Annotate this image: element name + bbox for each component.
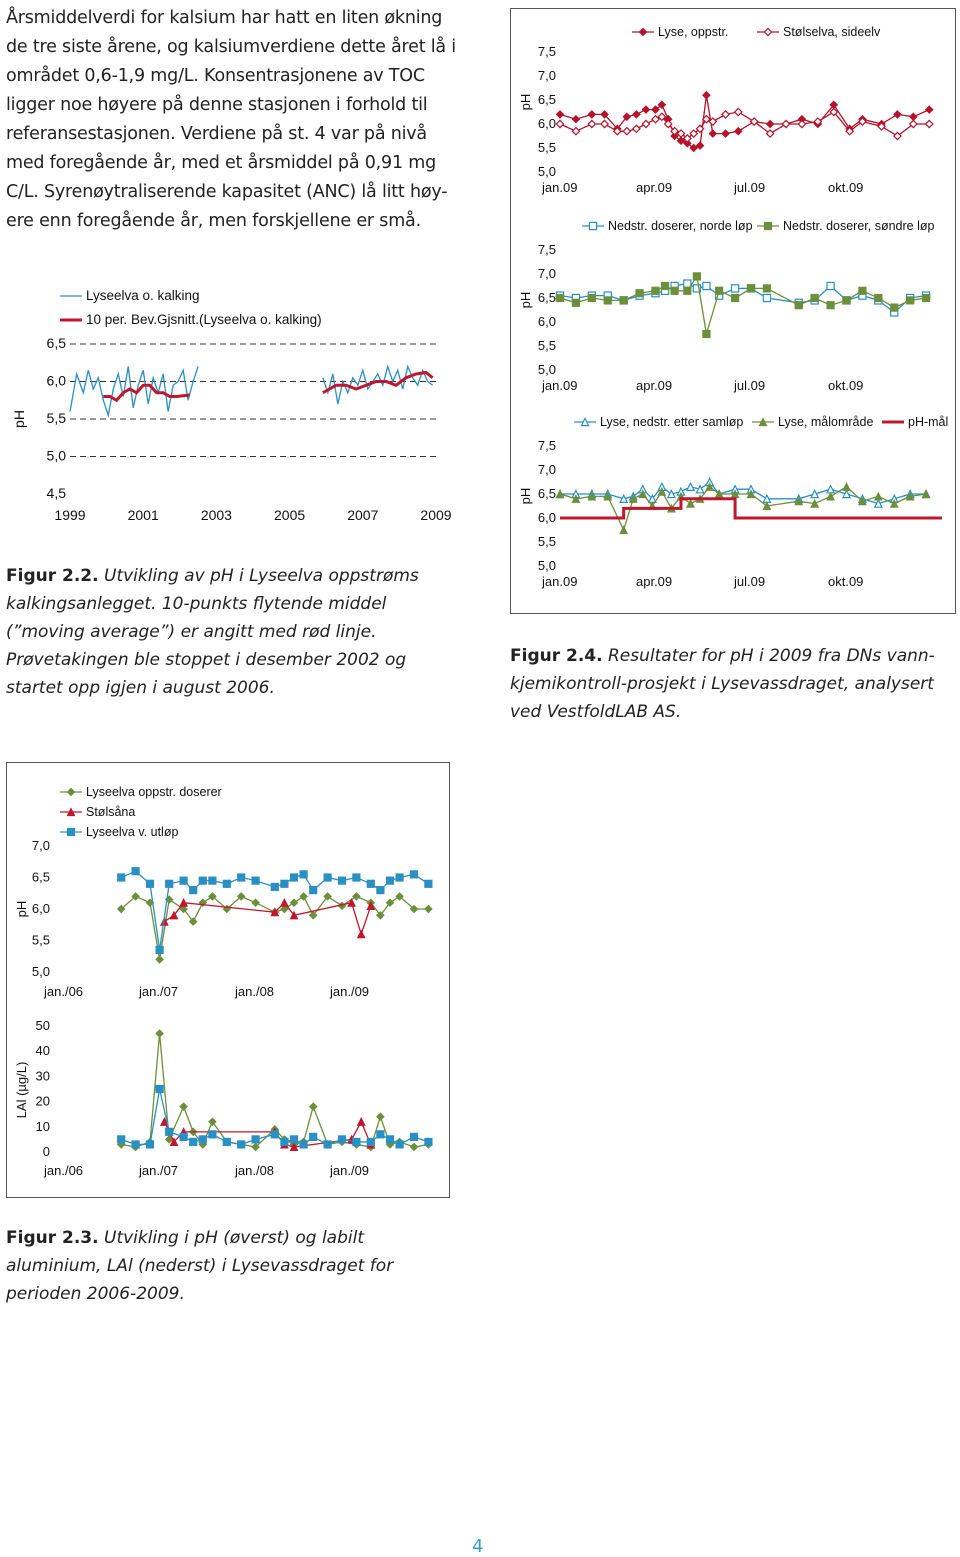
data-point	[556, 111, 563, 118]
data-point	[859, 287, 866, 294]
data-point	[238, 1141, 245, 1148]
data-point	[396, 874, 403, 881]
x-tick-label: 2007	[347, 507, 379, 523]
data-point	[811, 294, 818, 301]
figure-2-2	[8, 280, 452, 530]
x-tick-label: 1999	[54, 507, 86, 523]
y-tick-label: 5,0	[31, 964, 50, 979]
data-point	[156, 1085, 163, 1092]
data-point	[377, 1113, 384, 1120]
data-point	[166, 1128, 173, 1135]
figure-2-3-lal	[8, 1010, 448, 1190]
y-axis-label: LAl (µg/L)	[14, 1061, 29, 1119]
legend-label: Lyse, nedstr. etter samløp	[600, 415, 744, 429]
series-1	[556, 273, 929, 338]
x-tick-label: jan./09	[330, 984, 370, 999]
x-tick-label: apr.09	[636, 378, 673, 393]
data-point	[209, 1131, 216, 1138]
series-line	[560, 95, 929, 148]
x-tick-label: jan./07	[139, 1163, 179, 1178]
data-point	[709, 130, 716, 137]
data-point	[572, 116, 579, 123]
data-point	[875, 294, 882, 301]
data-point	[310, 887, 317, 894]
data-point	[556, 294, 563, 301]
x-tick-label: jul.09	[734, 180, 766, 195]
data-point	[132, 1141, 139, 1148]
x-tick-label: jan./08	[235, 1163, 275, 1178]
legend-label: Lyse, målområde	[778, 415, 874, 429]
y-tick-label: 6,5	[537, 92, 556, 107]
y-axis-label: pH	[518, 93, 533, 111]
legend-label: Stølsåna	[86, 805, 136, 819]
caption-text: Resultater for pH i 2009 fra DNs vann-kjemikontroll-prosjekt i Lysevassdraget, analysert ved VestfoldLAB AS.	[510, 646, 935, 722]
data-point	[601, 120, 608, 127]
series-line	[560, 284, 926, 313]
x-tick-label: jan.09	[542, 378, 578, 393]
x-tick-label: 2009	[420, 507, 452, 523]
series-line	[560, 112, 929, 138]
data-point	[425, 880, 432, 887]
data-point	[324, 1141, 331, 1148]
data-point	[386, 877, 393, 884]
data-point	[146, 1141, 153, 1148]
data-point	[156, 946, 163, 953]
data-point	[767, 120, 774, 127]
x-tick-label: jan./06	[44, 1163, 84, 1178]
data-point	[735, 128, 742, 135]
y-tick-label: 6,5	[537, 486, 556, 501]
data-point	[118, 1136, 125, 1143]
series-1	[556, 108, 932, 142]
data-point	[396, 1141, 403, 1148]
y-tick-label: 7,5	[537, 44, 556, 59]
figure-2-3-ph	[8, 774, 448, 1004]
data-point	[907, 297, 914, 304]
x-tick-label: jan./08	[235, 984, 275, 999]
data-point	[166, 880, 173, 887]
y-axis-label: pH	[518, 291, 533, 309]
data-point	[588, 294, 595, 301]
data-point	[891, 304, 898, 311]
data-point	[324, 874, 331, 881]
y-tick-label: 6,0	[46, 372, 66, 389]
series-line	[121, 896, 428, 959]
x-tick-label: 2005	[274, 507, 306, 523]
x-tick-label: jan.09	[542, 574, 578, 589]
data-point	[271, 883, 278, 890]
data-point	[199, 1136, 206, 1143]
data-point	[716, 287, 723, 294]
x-tick-label: okt.09	[828, 574, 864, 589]
data-point	[926, 106, 933, 113]
y-tick-label: 5,5	[537, 140, 556, 155]
data-point	[358, 1118, 365, 1125]
data-point	[353, 1138, 360, 1145]
data-point	[763, 294, 770, 301]
data-point	[875, 500, 882, 507]
caption-text: Utvikling av pH i Lyseelva oppstrøms kalkingsanlegget. 10-punkts flytende middel (”moving average”) er angitt med rød linje. Prøvetakingen ble stoppet i desember 2002 og startet opp igjen i august 2006.	[6, 566, 419, 698]
data-point	[763, 285, 770, 292]
data-point	[290, 874, 297, 881]
y-tick-label: 4,5	[46, 485, 66, 501]
data-point	[843, 490, 850, 497]
legend-marker	[589, 222, 596, 229]
data-point	[703, 330, 710, 337]
data-point	[281, 1138, 288, 1145]
figure-2-4a-chart	[512, 12, 952, 210]
figure-2-3-ph-chart	[8, 774, 448, 1004]
data-point	[190, 887, 197, 894]
data-point	[636, 290, 643, 297]
legend-label: Lyseelva o. kalking	[86, 288, 200, 303]
caption-label: Figur 2.2.	[6, 566, 99, 586]
x-tick-label: jan./06	[44, 984, 84, 999]
x-tick-label: jan./09	[330, 1163, 370, 1178]
data-point	[209, 877, 216, 884]
data-point	[281, 899, 288, 906]
data-point	[843, 297, 850, 304]
data-point	[731, 294, 738, 301]
figure-2-3-caption	[6, 1224, 458, 1308]
y-tick-label: 5,0	[537, 362, 556, 377]
y-tick-label: 6,0	[537, 116, 556, 131]
data-point	[367, 880, 374, 887]
data-point	[633, 125, 640, 132]
data-point	[843, 483, 850, 490]
legend-marker	[764, 28, 771, 35]
y-tick-label: 5,5	[31, 932, 50, 948]
data-point	[811, 490, 818, 497]
x-tick-label: okt.09	[828, 180, 864, 195]
data-point	[588, 111, 595, 118]
y-tick-label: 6,0	[537, 510, 556, 525]
series-1	[556, 483, 929, 533]
y-tick-label: 6,0	[31, 901, 50, 916]
data-point	[703, 282, 710, 289]
data-point	[410, 1143, 417, 1150]
x-tick-label: 2001	[127, 507, 159, 523]
data-point	[425, 905, 432, 912]
data-point	[300, 1141, 307, 1148]
legend-label: Nedstr. doserer, søndre løp	[783, 219, 935, 233]
data-point	[703, 92, 710, 99]
data-point	[588, 120, 595, 127]
data-point	[722, 130, 729, 137]
y-tick-label: 0	[42, 1144, 50, 1159]
figure-2-4b	[512, 210, 952, 408]
y-tick-label: 40	[35, 1043, 50, 1059]
y-tick-label: 5,5	[537, 338, 556, 353]
data-point	[572, 128, 579, 135]
data-point	[252, 877, 259, 884]
y-tick-label: 50	[35, 1018, 50, 1033]
data-point	[353, 893, 360, 900]
figure-2-4c-chart	[512, 406, 952, 604]
data-point	[410, 1133, 417, 1140]
x-tick-label: jul.09	[734, 378, 766, 393]
series-0	[118, 893, 432, 963]
data-point	[604, 297, 611, 304]
data-point	[367, 1138, 374, 1145]
data-point	[926, 120, 933, 127]
data-point	[156, 1030, 163, 1037]
series-0	[556, 478, 929, 507]
data-point	[310, 1133, 317, 1140]
y-tick-label: 5,5	[46, 410, 66, 426]
data-point	[281, 880, 288, 887]
y-tick-label: 6,0	[537, 314, 556, 329]
data-point	[747, 285, 754, 292]
data-point	[238, 874, 245, 881]
data-point	[652, 287, 659, 294]
x-tick-label: jan.09	[542, 180, 578, 195]
data-point	[118, 874, 125, 881]
y-axis-label: pH	[518, 487, 533, 505]
caption-label: Figur 2.4.	[510, 646, 603, 666]
data-point	[623, 128, 630, 135]
data-point	[290, 1136, 297, 1143]
data-point	[827, 282, 834, 289]
data-point	[620, 526, 627, 533]
y-tick-label: 6,5	[46, 335, 66, 351]
y-tick-label: 5,0	[537, 558, 556, 573]
series-0	[556, 280, 929, 316]
data-point	[620, 297, 627, 304]
y-tick-label: 7,0	[31, 838, 50, 853]
y-axis-label: pH	[11, 410, 27, 428]
figure-2-2-caption	[6, 562, 456, 702]
y-tick-label: 20	[35, 1093, 50, 1109]
y-tick-label: 7,0	[537, 68, 556, 83]
data-point	[310, 1103, 317, 1110]
y-tick-label: 5,5	[537, 534, 556, 549]
data-point	[910, 113, 917, 120]
figure-2-4c	[512, 406, 952, 604]
data-point	[798, 120, 805, 127]
x-tick-label: jan./07	[139, 984, 179, 999]
data-point	[252, 899, 259, 906]
data-point	[199, 877, 206, 884]
figure-2-4a	[512, 12, 952, 210]
x-tick-label: jul.09	[734, 574, 766, 589]
caption-text: Utvikling i pH (øverst) og labilt aluminium, LAl (nederst) i Lysevassdraget for perioden 2006-2009.	[6, 1228, 394, 1304]
series-line	[560, 482, 926, 504]
y-tick-label: 7,5	[537, 242, 556, 257]
data-point	[722, 111, 729, 118]
y-tick-label: 6,5	[537, 290, 556, 305]
legend-marker	[639, 28, 646, 35]
y-tick-label: 7,0	[537, 266, 556, 281]
data-point	[180, 1133, 187, 1140]
data-point	[894, 111, 901, 118]
data-point	[642, 106, 649, 113]
legend-label: 10 per. Bev.Gjsnitt.(Lyseelva o. kalking)	[86, 312, 322, 327]
legend-label: pH-mål	[908, 415, 949, 429]
data-point	[300, 893, 307, 900]
legend-label: Lyseelva oppstr. doserer	[86, 785, 222, 799]
data-point	[556, 120, 563, 127]
data-point	[338, 1136, 345, 1143]
page-number: 4	[472, 1536, 484, 1557]
data-point	[922, 294, 929, 301]
y-tick-label: 7,0	[537, 462, 556, 477]
data-point	[782, 120, 789, 127]
data-point	[827, 302, 834, 309]
series-line	[560, 276, 926, 334]
series-line	[560, 487, 926, 530]
data-point	[300, 871, 307, 878]
data-point	[358, 931, 365, 938]
y-axis-label: pH	[14, 900, 29, 918]
data-point	[290, 899, 297, 906]
y-tick-label: 5,0	[537, 164, 556, 179]
data-point	[633, 111, 640, 118]
data-point	[795, 302, 802, 309]
legend-marker	[67, 828, 74, 835]
data-point	[353, 874, 360, 881]
figure-2-2-chart	[8, 280, 452, 530]
data-point	[572, 299, 579, 306]
x-tick-label: apr.09	[636, 180, 673, 195]
y-tick-label: 10	[35, 1118, 50, 1134]
data-point	[875, 493, 882, 500]
data-point	[180, 1103, 187, 1110]
legend-label: Lyse, oppstr.	[658, 25, 729, 39]
data-point	[731, 285, 738, 292]
series-1	[103, 373, 432, 401]
figure-2-4b-chart	[512, 210, 952, 408]
data-point	[180, 877, 187, 884]
data-point	[693, 273, 700, 280]
y-tick-label: 7,5	[537, 438, 556, 453]
y-tick-label: 30	[35, 1068, 50, 1084]
x-tick-label: 2003	[200, 507, 232, 523]
data-point	[684, 287, 691, 294]
data-point	[425, 1138, 432, 1145]
legend-label: Stølselva, sideelv	[783, 25, 881, 39]
data-point	[661, 282, 668, 289]
intro-paragraph: Årsmiddelverdi for kalsium har hatt en liten økning de tre siste årene, og kalsiumverdiene dette året lå i området 0,6-1,9 mg/L. Konsentrasjonene av TOC ligger noe høyere på denne stasjonen i forhold til referansestasjonen. Verdiene på st. 4 var på nivå med foregående år, med et årsmiddel på 0,91 mg C/L. Syrenøytraliserende kapasitet (ANC) lå litt høy-ere enn foregående år, men forskjellene er små.	[6, 8, 456, 231]
data-point	[156, 956, 163, 963]
figure-2-3-lal-chart	[8, 1010, 448, 1190]
legend-label: Nedstr. doserer, norde løp	[608, 219, 753, 233]
data-point	[338, 877, 345, 884]
data-point	[252, 1136, 259, 1143]
data-point	[190, 1138, 197, 1145]
x-tick-label: okt.09	[828, 378, 864, 393]
data-point	[735, 108, 742, 115]
data-point	[410, 871, 417, 878]
legend-marker	[67, 788, 74, 795]
data-point	[377, 1131, 384, 1138]
x-tick-label: apr.09	[636, 574, 673, 589]
data-point	[146, 880, 153, 887]
legend-label: Lyseelva v. utløp	[86, 825, 179, 839]
data-point	[386, 1136, 393, 1143]
data-point	[377, 887, 384, 894]
series-0	[556, 92, 932, 152]
data-point	[132, 868, 139, 875]
figure-2-4-caption	[510, 642, 958, 726]
data-point	[671, 287, 678, 294]
y-tick-label: 6,5	[31, 869, 50, 885]
data-point	[223, 1138, 230, 1145]
data-point	[271, 1131, 278, 1138]
y-tick-label: 5,0	[46, 447, 66, 464]
caption-label: Figur 2.3.	[6, 1228, 99, 1248]
data-point	[223, 880, 230, 887]
legend-marker	[764, 222, 771, 229]
data-point	[827, 493, 834, 500]
data-point	[642, 120, 649, 127]
